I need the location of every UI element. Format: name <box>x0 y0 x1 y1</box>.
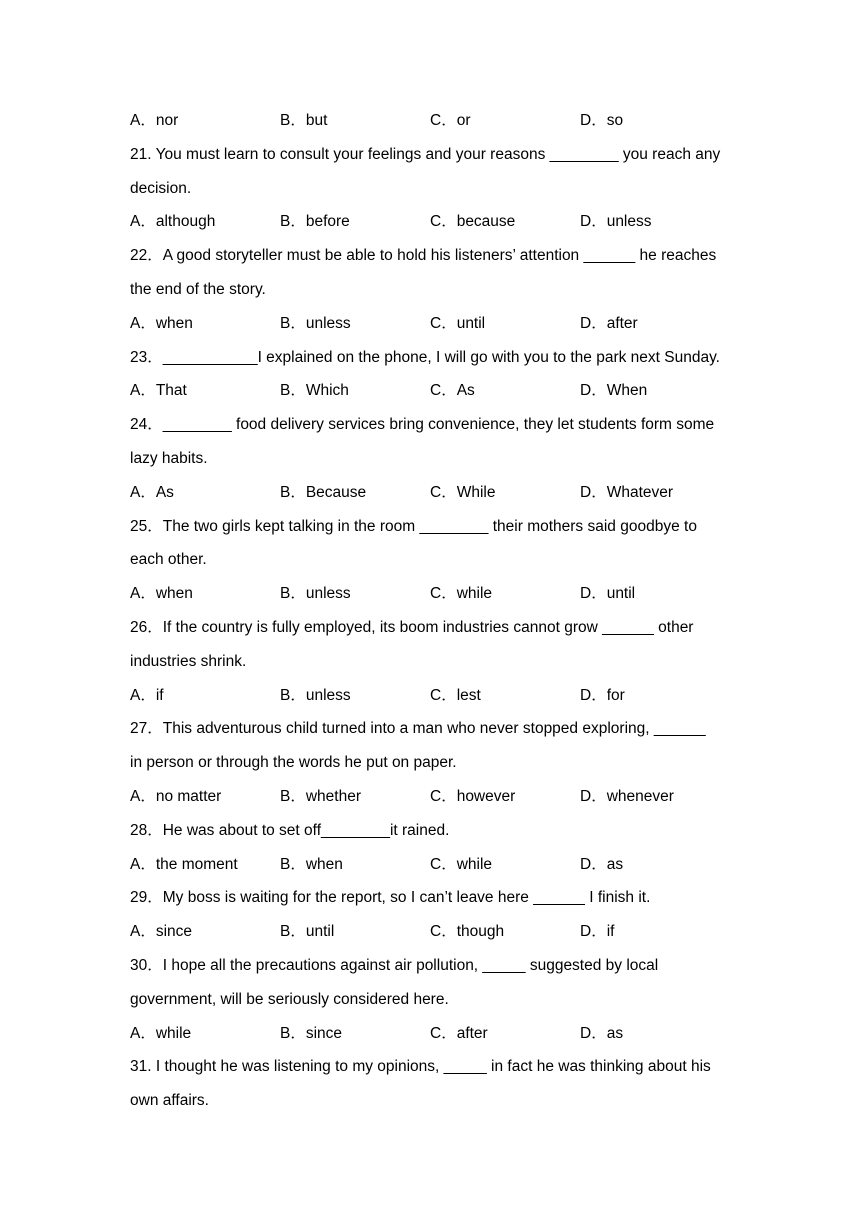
question-text: own affairs. <box>130 1092 209 1110</box>
option-b: B．before <box>280 213 350 231</box>
question-text: 22．A good storyteller must be able to hold his listeners’ attention ______ he reaches <box>130 247 717 265</box>
option-b: B．unless <box>280 585 351 603</box>
question-text: 23．___________I explained on the phone, I will go with you to the park next Sunday. <box>130 348 720 366</box>
option-a: A．nor <box>130 112 179 129</box>
question-21 <box>130 138 732 239</box>
option-d: D．Whatever <box>580 483 674 501</box>
options-row <box>130 577 732 611</box>
question-23 <box>130 341 732 409</box>
option-a: A．As <box>130 483 174 501</box>
option-c: C．while <box>430 585 493 603</box>
option-c: C．however <box>430 787 516 805</box>
question-text: decision. <box>130 179 192 197</box>
option-b: B．when <box>280 855 343 873</box>
question-text: government, will be seriously considered here. <box>130 990 449 1008</box>
question-26 <box>130 611 732 712</box>
options-row <box>130 307 732 341</box>
option-c: C．or <box>430 112 471 129</box>
options-row <box>130 915 732 949</box>
question-30 <box>130 949 732 1050</box>
option-d: D．whenever <box>580 787 674 805</box>
option-d: D．if <box>580 923 615 941</box>
option-d: D．after <box>580 314 638 332</box>
option-b: B．until <box>280 923 335 941</box>
question-29 <box>130 881 732 949</box>
option-d: D．as <box>580 1024 624 1042</box>
option-a: A．no matter <box>130 787 222 805</box>
question-text: lazy habits. <box>130 449 208 467</box>
option-a: A．although <box>130 213 216 231</box>
option-b: B．since <box>280 1024 343 1042</box>
option-d: D．until <box>580 585 636 603</box>
question-text: 28．He was about to set off________it rained. <box>130 821 450 839</box>
option-d: D．for <box>580 686 625 704</box>
question-text: 27．This adventurous child turned into a man who never stopped exploring, ______ <box>130 720 706 738</box>
question-text: 29．My boss is waiting for the report, so I can’t leave here ______ I finish it. <box>130 889 651 907</box>
question-22 <box>130 239 732 340</box>
option-a: A．since <box>130 923 193 941</box>
option-c: C．after <box>430 1024 488 1042</box>
option-b: B．but <box>280 112 328 129</box>
option-c: C．while <box>430 855 493 873</box>
option-a: A．when <box>130 585 193 603</box>
options-row <box>130 848 732 882</box>
option-c: C．lest <box>430 686 481 704</box>
question-text: 25．The two girls kept talking in the room ________ their mothers said goodbye to <box>130 517 697 535</box>
option-d: D．as <box>580 855 624 873</box>
options-row <box>130 476 732 510</box>
exam-page <box>130 104 732 1118</box>
option-d: D．When <box>580 382 648 400</box>
options-row <box>130 679 732 713</box>
options-row-header <box>130 104 732 138</box>
question-text: 24．________ food delivery services bring convenience, they let students form some <box>130 416 715 434</box>
question-text: industries shrink. <box>130 652 247 670</box>
question-28 <box>130 814 732 882</box>
option-b: B．unless <box>280 686 351 704</box>
option-c: C．though <box>430 923 505 941</box>
option-c: C．As <box>430 382 475 400</box>
option-b: B．whether <box>280 787 361 805</box>
question-25 <box>130 510 732 611</box>
option-a: A．when <box>130 314 193 332</box>
option-a: A．if <box>130 686 164 704</box>
option-a: A．while <box>130 1024 192 1042</box>
option-a: A．That <box>130 382 187 400</box>
question-text: the end of the story. <box>130 280 266 298</box>
question-27 <box>130 712 732 813</box>
question-text: 31. I thought he was listening to my opinions, _____ in fact he was thinking about his <box>130 1058 711 1076</box>
question-text: each other. <box>130 551 207 569</box>
question-text: 21. You must learn to consult your feelings and your reasons ________ you reach any <box>130 145 721 163</box>
option-c: C．because <box>430 213 516 231</box>
options-row <box>130 374 732 408</box>
option-b: B．Because <box>280 483 367 501</box>
option-b: B．unless <box>280 314 351 332</box>
question-31 <box>130 1050 732 1118</box>
option-b: B．Which <box>280 382 349 400</box>
option-d: D．so <box>580 112 624 129</box>
option-c: C．While <box>430 483 496 501</box>
option-a: A．the moment <box>130 855 238 873</box>
option-d: D．unless <box>580 213 652 231</box>
question-text: 26．If the country is fully employed, its boom industries cannot grow ______ other <box>130 618 694 636</box>
question-24 <box>130 408 732 509</box>
option-c: C．until <box>430 314 486 332</box>
question-text: 30．I hope all the precautions against air pollution, _____ suggested by local <box>130 956 659 974</box>
options-row <box>130 1017 732 1051</box>
options-row <box>130 780 732 814</box>
options-row <box>130 205 732 239</box>
question-text: in person or through the words he put on paper. <box>130 754 457 772</box>
